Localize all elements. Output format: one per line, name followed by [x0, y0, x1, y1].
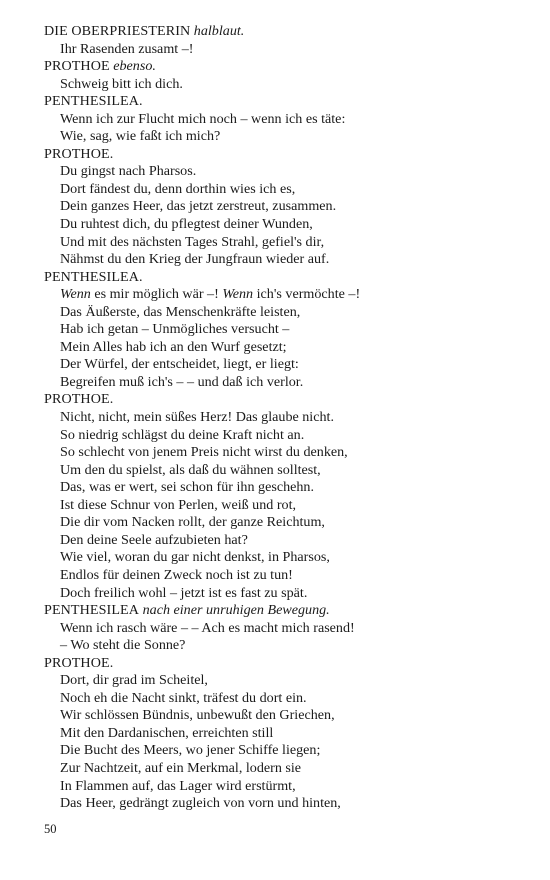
verse-line: Die dir vom Nacken rollt, der ganze Reichtum,: [60, 514, 325, 531]
verse-line: So schlecht von jenem Preis nicht wirst du denken,: [60, 444, 348, 461]
verse-line: Das Heer, gedrängt zugleich von vorn und hinten,: [60, 795, 341, 812]
stage-direction: ebenso.: [113, 58, 156, 75]
verse-line: Das, was er wert, sei schon für ihn geschehn.: [60, 479, 315, 496]
verse-line: Zur Nachtzeit, auf ein Merkmal, lodern sie: [60, 759, 302, 776]
speaker-line: [44, 655, 524, 673]
verse-line: Wenn ich rasch wäre – – Ach es macht mich rasend!: [60, 619, 355, 636]
verse-line: So niedrig schlägst du deine Kraft nicht an.: [60, 426, 305, 443]
verse-line: Doch freilich wohl – jetzt ist es fast zu spät.: [60, 584, 308, 601]
speaker-name: PROTHOE.: [44, 391, 114, 408]
verse-line: Mein Alles hab ich an den Wurf gesetzt;: [60, 338, 287, 355]
verse-line: Das Äußerste, das Menschenkräfte leisten,: [60, 303, 301, 320]
verse-line: Ihr Rasenden zusamt –!: [60, 40, 194, 57]
stage-direction: halblaut.: [193, 23, 245, 39]
verse-line: Dein ganzes Heer, das jetzt zerstreut, zusammen.: [60, 198, 337, 215]
verse-line: Die Bucht des Meers, wo jener Schiffe liegen;: [60, 742, 321, 759]
verse-line: Begreifen muß ich's – – und daß ich verlor.: [60, 373, 304, 390]
verse-line: Nicht, nicht, mein süßes Herz! Das glaube nicht.: [60, 409, 334, 426]
verse-line: Hab ich getan – Unmögliches versucht –: [60, 321, 290, 338]
verse-line: Wie, sag, wie faßt ich mich?: [60, 128, 221, 145]
verse-line: Wenn ich zur Flucht mich noch – wenn ich es täte:: [60, 110, 346, 127]
verse-line: Wie viel, woran du gar nicht denkst, in Pharsos,: [60, 549, 330, 566]
speaker-name: PENTHESILEA: [44, 602, 140, 619]
verse-line: Noch eh die Nacht sinkt, träfest du dort ein.: [60, 689, 307, 706]
verse-line: Endlos für deinen Zweck noch ist zu tun!: [60, 566, 293, 583]
speaker-name: PROTHOE.: [44, 145, 114, 162]
speaker-name: PENTHESILEA.: [44, 93, 143, 110]
speaker-line: [44, 146, 524, 164]
verse-line: Schweig bitt ich dich.: [60, 75, 183, 92]
verse-line: Du ruhtest dich, du pflegtest deiner Wunden,: [60, 216, 313, 233]
verse-line: [44, 286, 524, 304]
verse-line: Der Würfel, der entscheidet, liegt, er liegt:: [60, 356, 299, 373]
speaker-name: PROTHOE: [44, 58, 110, 75]
emphasis-text: Wenn: [60, 286, 91, 303]
verse-segment: es mir möglich wär –!: [90, 286, 223, 303]
verse-line: In Flammen auf, das Lager wird erstürmt,: [60, 777, 296, 794]
speaker-line: [44, 391, 524, 409]
verse-line: Nähmst du den Krieg der Jungfraun wieder auf.: [60, 251, 330, 268]
emphasis-text: Wenn: [222, 286, 254, 303]
speaker-line: [44, 93, 524, 111]
page-number: 50: [44, 822, 57, 836]
speaker-name: PROTHOE.: [44, 654, 114, 671]
verse-line: Ist diese Schnur von Perlen, weiß und rot,: [60, 496, 297, 513]
speaker-line: [44, 58, 524, 76]
verse-line: Wir schlössen Bündnis, unbewußt den Griechen,: [60, 707, 335, 724]
verse-line: Den deine Seele aufzubieten hat?: [60, 531, 248, 548]
verse-line: Dort fändest du, denn dorthin wies ich es,: [60, 180, 296, 197]
stage-direction: nach einer unruhigen Bewegung.: [142, 602, 330, 619]
verse-line: – Wo steht die Sonne?: [60, 637, 186, 654]
verse-line: Du gingst nach Pharsos.: [60, 163, 197, 180]
verse-segment: ich's vermöchte –!: [253, 286, 361, 303]
speaker-line: [44, 269, 524, 287]
verse-line: Um den du spielst, als daß du wähnen solltest,: [60, 461, 321, 478]
verse-line: Dort, dir grad im Scheitel,: [60, 672, 208, 689]
speaker-line: [44, 23, 524, 41]
verse-line: Und mit des nächsten Tages Strahl, gefiel's dir,: [60, 233, 325, 250]
speaker-name: PENTHESILEA.: [44, 268, 143, 285]
drama-text: [44, 23, 524, 813]
verse-line: Mit den Dardanischen, erreichten still: [60, 724, 274, 741]
speaker-line: [44, 602, 524, 620]
speaker-name: DIE OBERPRIESTERIN: [44, 23, 191, 39]
